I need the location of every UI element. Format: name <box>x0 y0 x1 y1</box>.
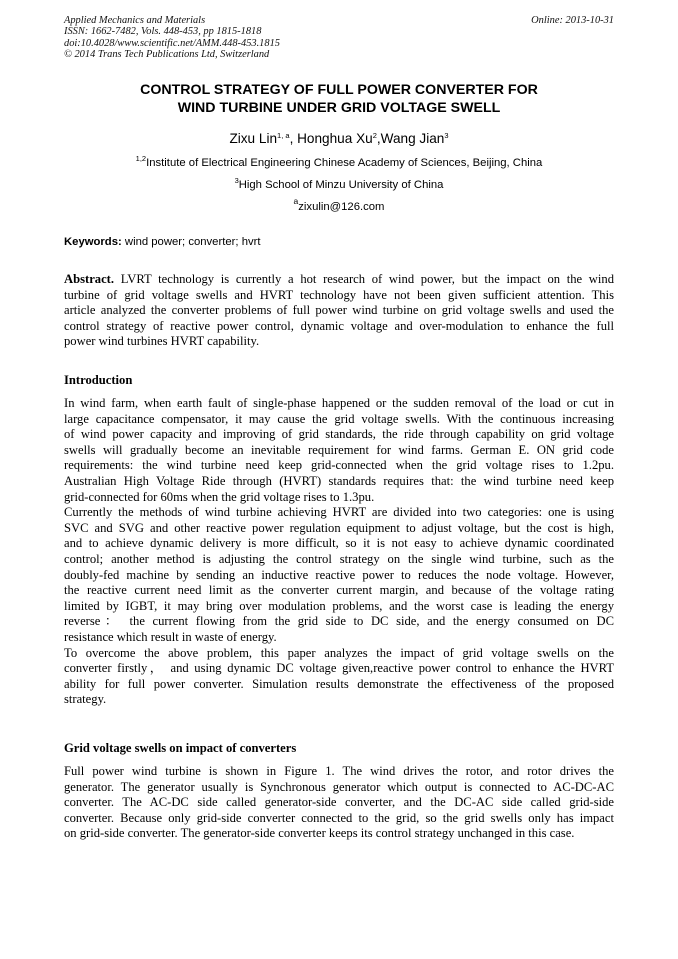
body-line: Australian High Voltage Ride through (HVRT) standards requires that: the wind turbine need keep <box>64 473 614 488</box>
introduction-heading: Introduction <box>64 373 133 387</box>
abstract-label: Abstract. <box>64 272 115 286</box>
body-line: strategy. <box>64 692 107 707</box>
body-line: and to achieve dynamic delivery is more difficult, so it is not easy to achieve dynamic coordinated <box>64 536 614 551</box>
issn-line: ISSN: 1662-7482, Vols. 448-453, pp 1815-1818 <box>64 26 262 38</box>
keywords <box>64 236 614 248</box>
section-2-body <box>64 764 614 842</box>
body-line: converter. The AC-DC side called generator-side converter, and the DC-AC side called grid-side <box>64 795 614 810</box>
body-line: doubly-fed machine by sending an inductive reactive power to reduces the node voltage. However, <box>64 567 614 582</box>
introduction-body <box>64 396 614 708</box>
author-2: , Honghua Xu <box>289 131 373 146</box>
author-1-sup: 1, a <box>277 131 290 140</box>
body-line: ability for full power converter. Simulation results demonstrate the effectiveness of the proposed <box>64 676 614 691</box>
body-line: control; another method is adjusting the control strategy on the single wind turbine, such as the <box>64 551 614 566</box>
body-line: converter firstly， and using dynamic DC voltage given,reactive power control to enhance the HVRT <box>64 661 614 676</box>
journal-header <box>64 15 614 60</box>
title-line-2: WIND TURBINE UNDER GRID VOLTAGE SWELL <box>177 99 501 116</box>
body-line: Full power wind turbine is shown in Figure 1. The wind drives the rotor, and rotor drives the <box>64 764 614 778</box>
body-line: converter. Because only grid-side converter connected to the grid, so the grid swells only has impact <box>64 810 614 825</box>
affiliation-2-text: High School of Minzu University of China <box>238 179 444 191</box>
body-line: resistance which result in waste of energy. <box>64 629 277 644</box>
body-line: To overcome the above problem, this paper analyzes the impact of grid voltage swells on the <box>64 645 614 660</box>
body-line: the reactive current need limit as the converter current margin, and because of the voltage rating <box>64 583 614 598</box>
title-line-1: CONTROL STRATEGY OF FULL POWER CONVERTER FOR <box>140 82 538 98</box>
abstract-line: turbine of grid voltage swells and HVRT technology have not been given sufficient attention. This <box>64 287 614 302</box>
email-text: zixulin@126.com <box>298 201 385 213</box>
journal-name: Applied Mechanics and Materials <box>64 15 206 26</box>
author-1: Zixu Lin <box>229 131 278 146</box>
body-line: reverse： the current flowing from the grid side to DC side, and the energy consumed on DC <box>64 614 614 629</box>
affiliation-1 <box>64 154 614 169</box>
body-line: on grid-side converter. The generator-side converter keeps its control strategy unchanged in this case. <box>64 826 575 841</box>
author-2-sup: 2 <box>372 131 377 140</box>
body-line: Currently the methods of wind turbine achieving HVRT are divided into two categories: one is using <box>64 505 614 520</box>
section-2-heading: Grid voltage swells on impact of converters <box>64 741 297 755</box>
author-3-sup: 3 <box>444 131 449 140</box>
body-line: generator. The generator usually is Synchronous generator which output is connected to AC-DC-AC <box>64 779 614 794</box>
online-date: Online: 2013-10-31 <box>531 15 614 26</box>
affiliation-2 <box>64 176 614 191</box>
email-sup: a <box>293 196 299 206</box>
affiliation-1-text: Institute of Electrical Engineering Chinese Academy of Sciences, Beijing, China <box>146 157 543 169</box>
abstract-line: control strategy of reactive power control, dynamic voltage and over-modulation to enhance the full <box>64 318 614 333</box>
author-3: ,Wang Jian <box>376 131 445 146</box>
doi-line: doi:10.4028/www.scientific.net/AMM.448-453.1815 <box>64 37 280 49</box>
paper-title <box>64 82 614 117</box>
abstract <box>64 272 614 350</box>
body-line: limited by IGBT, it may bring over modulation problems, and the worst case is leading the energy <box>64 598 614 613</box>
keywords-label: Keywords: <box>64 236 122 248</box>
abstract-line: power wind turbines HVRT capability. <box>64 334 260 349</box>
affiliation-2-sup: 3 <box>234 176 239 185</box>
author-list <box>64 131 614 146</box>
abstract-line: Abstract. LVRT technology is currently a hot research of wind power, but the impact on the wind <box>64 272 614 286</box>
body-line: large capacitance compensator, it may cause the grid voltage swells. With the continuous increasing <box>64 411 614 426</box>
affiliation-1-sup: 1,2 <box>135 154 147 163</box>
body-line: SVC and SVG and other reactive power regulation equipment to adjust voltage, but the cost is high, <box>64 520 614 535</box>
author-email <box>64 196 614 213</box>
keywords-text: wind power; converter; hvrt <box>124 236 261 248</box>
body-line: grid-connected for 60ms when the grid voltage rises to 1.3pu. <box>64 489 375 504</box>
body-line: of wind power capacity and improving of grid standards, the ride through capability on grid voltage <box>64 427 614 442</box>
body-line: swells will gradually become an inevitable requirement for wind farms. German E. ON grid code <box>64 442 614 457</box>
abstract-line: article analyzed the converter problems of full power wind turbine on grid voltage swells and used the <box>64 303 614 318</box>
copyright-line: © 2014 Trans Tech Publications Ltd, Switzerland <box>64 48 270 60</box>
body-line: requirements: the wind turbine need keep grid-connected when the grid voltage rises to 1.2pu. <box>64 458 614 473</box>
body-line: In wind farm, when earth fault of single-phase happened or the sudden removal of the load or cut in <box>64 396 614 410</box>
